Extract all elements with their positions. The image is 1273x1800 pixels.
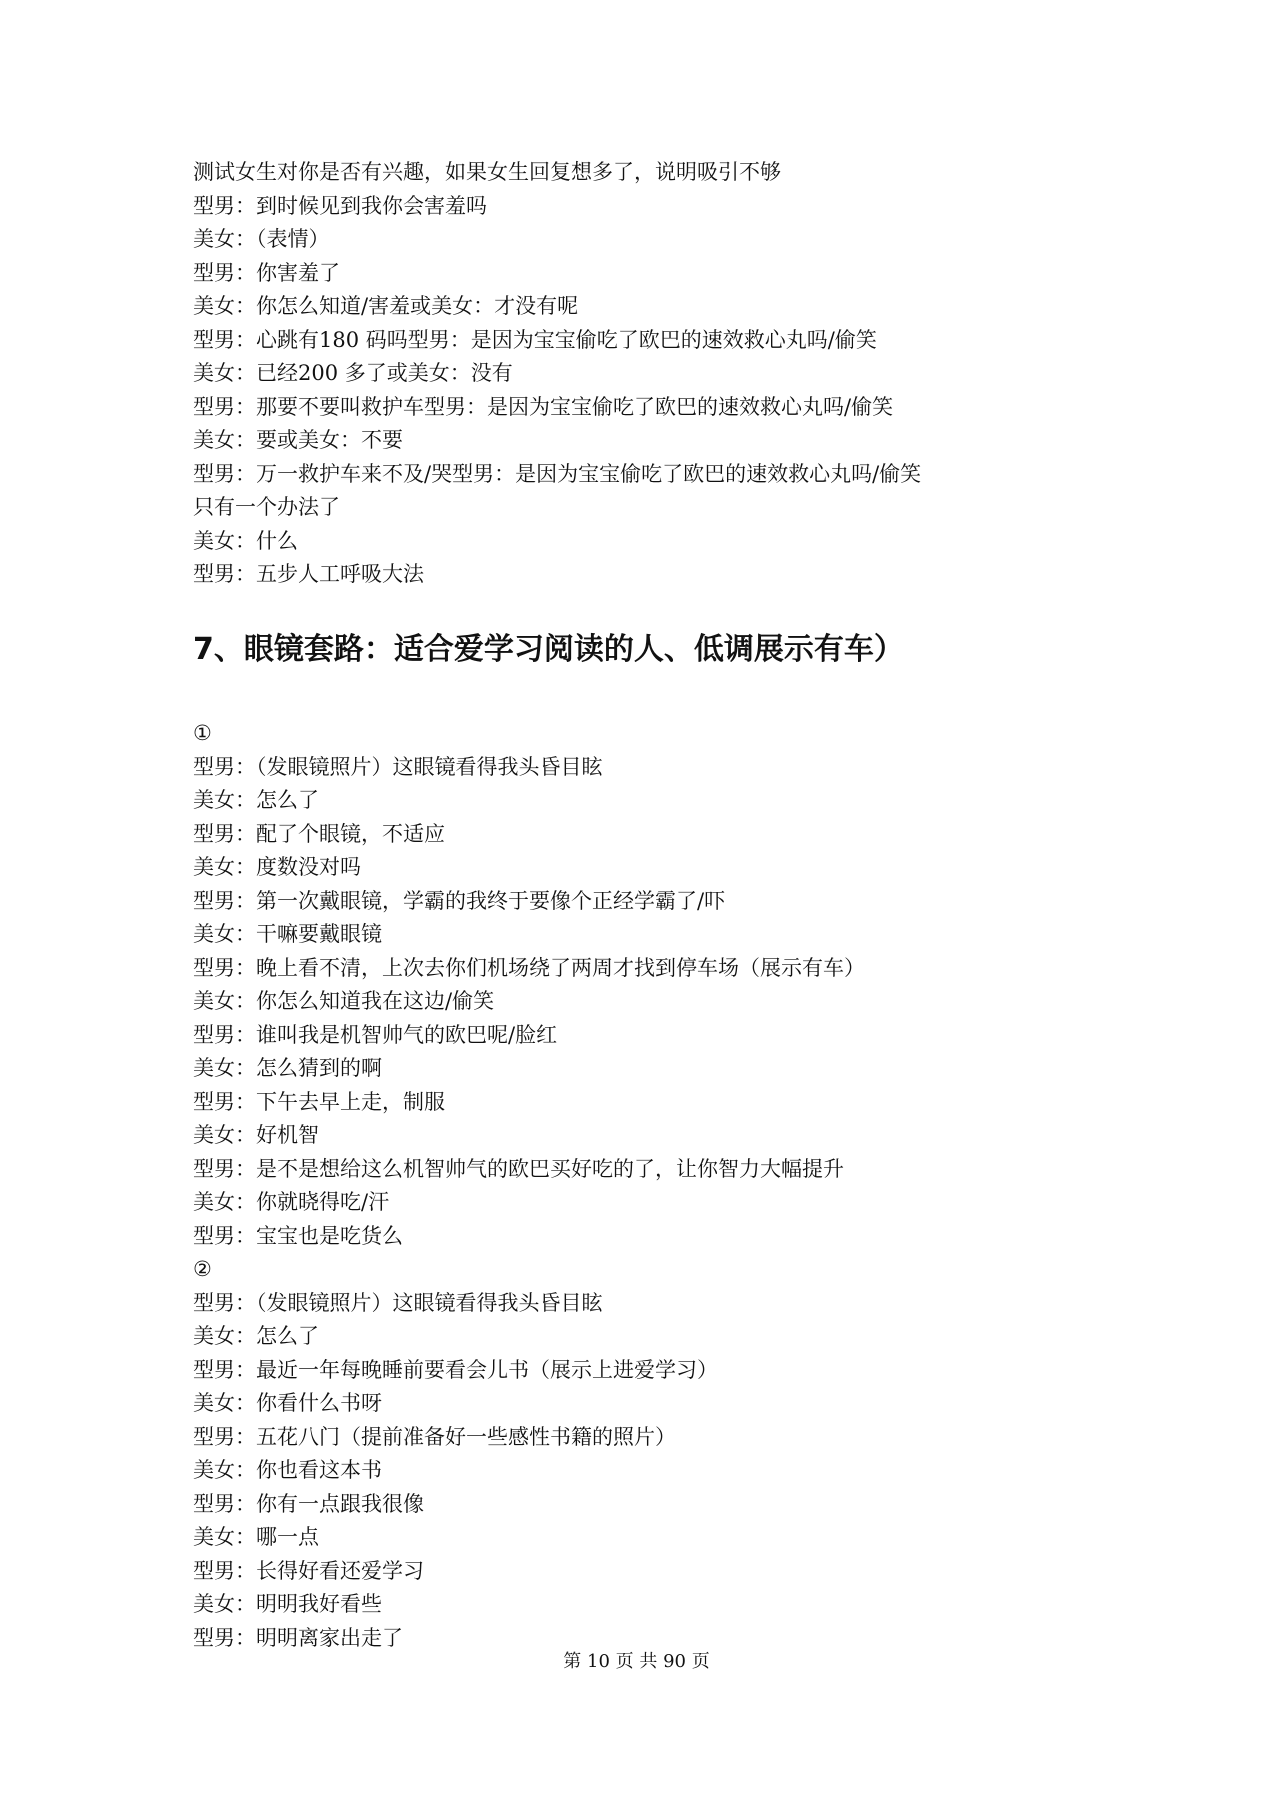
text-line: 美女：（表情） (193, 227, 330, 251)
text-line: 型男：你害羞了 (193, 260, 340, 285)
text-line: 型男：第一次戴眼镜，学霸的我终于要像个正经学霸了/吓 (193, 888, 726, 913)
text-line: 美女：度数没对吗 (193, 855, 361, 879)
text-line: 型男：是不是想给这么机智帅气的欧巴买好吃的了，让你智力大幅提升 (193, 1156, 844, 1181)
text-line: 美女：你怎么知道我在这边/偷笑 (193, 989, 495, 1013)
text-line: 美女：干嘛要戴眼镜 (193, 922, 382, 946)
dialogue-section-2 (193, 717, 1093, 1655)
text-line: 型男：配了个眼镜，不适应 (193, 821, 445, 846)
text-line: 美女：你怎么知道/害羞或美女：才没有呢 (193, 294, 579, 318)
text-line: 美女：怎么了 (193, 1324, 319, 1348)
page-number-footer: 第 10 页 共 90 页 (563, 1651, 710, 1672)
text-line: ② (193, 1257, 212, 1281)
text-line: 型男：心跳有180 码吗型男：是因为宝宝偷吃了欧巴的速效救心丸吗/偷笑 (193, 327, 877, 352)
text-line: 美女：你看什么书呀 (193, 1391, 382, 1415)
text-line: 美女：你就晓得吃/汗 (193, 1190, 390, 1214)
text-line: 美女：好机智 (193, 1123, 319, 1147)
text-line: 美女：怎么猜到的啊 (193, 1056, 382, 1080)
text-line: ① (193, 721, 212, 745)
text-line: 美女：已经200 多了或美女：没有 (193, 361, 513, 385)
text-line: 型男：那要不要叫救护车型男：是因为宝宝偷吃了欧巴的速效救心丸吗/偷笑 (193, 394, 894, 419)
text-line: 美女：要或美女：不要 (193, 428, 403, 452)
text-line: 型男：五步人工呼吸大法 (193, 562, 424, 586)
section-heading: 7、眼镜套路：适合爱学习阅读的人、低调展示有车） (193, 632, 904, 667)
text-line: 美女：你也看这本书 (193, 1458, 382, 1482)
text-line: 型男：晚上看不清，上次去你们机场绕了两周才找到停车场（展示有车） (193, 955, 865, 980)
text-line: 美女：明明我好看些 (193, 1592, 382, 1616)
text-line: 测试女生对你是否有兴趣，如果女生回复想多了，说明吸引不够 (193, 160, 781, 184)
text-line: 型男：宝宝也是吃货么 (193, 1223, 403, 1248)
text-line: 型男：明明离家出走了 (193, 1625, 403, 1650)
text-line: 美女：什么 (193, 528, 298, 553)
text-line: 美女：哪一点 (193, 1525, 319, 1549)
dialogue-section-1 (193, 156, 1093, 592)
text-line: 型男：万一救护车来不及/哭型男：是因为宝宝偷吃了欧巴的速效救心丸吗/偷笑 (193, 461, 922, 486)
text-line: 型男：最近一年每晚睡前要看会儿书（展示上进爱学习） (193, 1357, 718, 1382)
text-line: 只有一个办法了 (193, 495, 340, 519)
text-line: 型男：到时候见到我你会害羞吗 (193, 193, 487, 218)
text-line: 型男：下午去早上走，制服 (193, 1089, 445, 1114)
text-line: 型男：五花八门（提前准备好一些感性书籍的照片） (193, 1424, 676, 1449)
text-line: 型男：（发眼镜照片）这眼镜看得我头昏目眩 (193, 1290, 603, 1315)
text-line: 型男：（发眼镜照片）这眼镜看得我头昏目眩 (193, 754, 603, 779)
text-line: 美女：怎么了 (193, 788, 319, 812)
text-line: 型男：谁叫我是机智帅气的欧巴呢/脸红 (193, 1022, 558, 1047)
text-line: 型男：你有一点跟我很像 (193, 1491, 424, 1516)
text-line: 型男：长得好看还爱学习 (193, 1558, 424, 1583)
